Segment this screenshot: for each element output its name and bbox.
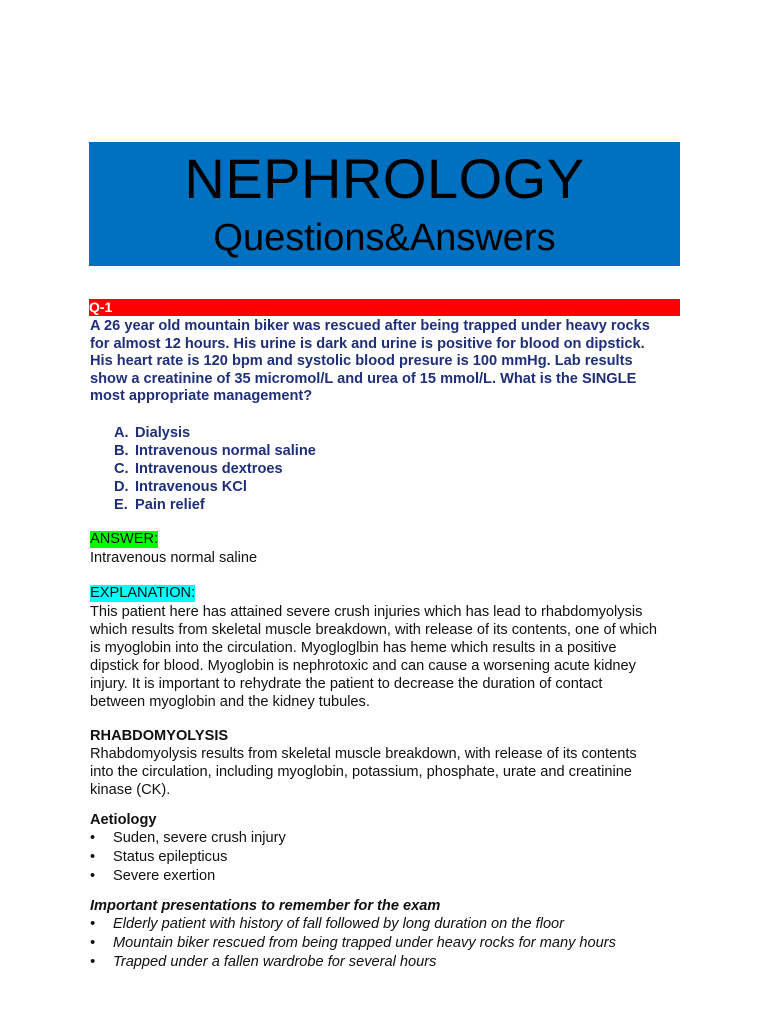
presentations-heading: Important presentations to remember for the exam xyxy=(90,898,441,914)
list-item-text: Suden, severe crush injury xyxy=(113,830,286,846)
question-line: show a creatinine of 35 micromol/L and urea of 15 mmol/L. What is the SINGLE xyxy=(90,370,637,387)
explanation-line: which results from skeletal muscle breakdown, with release of its contents, one of which xyxy=(90,622,657,638)
explanation-line: injury. It is important to rehydrate the patient to decrease the duration of contact xyxy=(90,676,603,692)
option-c xyxy=(114,460,316,478)
option-d xyxy=(114,478,316,496)
list-item-text: Severe exertion xyxy=(113,868,216,884)
list-item xyxy=(90,915,616,934)
document-subtitle: Questions&Answers xyxy=(213,217,556,259)
answer-options xyxy=(114,424,316,514)
rhabdomyolysis-heading: RHABDOMYOLYSIS xyxy=(90,728,229,744)
presentations-list xyxy=(90,915,616,972)
bullet-icon: • xyxy=(90,849,96,865)
explanation-line: is myoglobin into the circulation. Myogloglbin has heme which results in a positive xyxy=(90,640,617,656)
aetiology-heading: Aetiology xyxy=(90,812,157,828)
question-line: A 26 year old mountain biker was rescued after being trapped under heavy rocks xyxy=(90,318,650,334)
question-line: His heart rate is 120 bpm and systolic blood presure is 100 mmHg. Lab results xyxy=(90,353,633,369)
list-item xyxy=(90,867,286,886)
list-item xyxy=(90,953,616,972)
question-line: most appropriate management? xyxy=(90,388,313,404)
question-stem xyxy=(90,318,690,406)
document-title: NEPHROLOGY xyxy=(184,147,585,210)
rhabdomyolysis-text xyxy=(90,745,690,799)
explanation-line: between myoglobin and the kidney tubules. xyxy=(90,694,370,710)
option-key: D. xyxy=(114,479,129,495)
rhabdomyolysis-line: Rhabdomyolysis results from skeletal muscle breakdown, with release of its contents xyxy=(90,746,637,762)
aetiology-list xyxy=(90,829,286,886)
list-item-text: Trapped under a fallen wardrobe for several hours xyxy=(113,954,437,970)
list-item-text: Elderly patient with history of fall followed by long duration on the floor xyxy=(113,916,565,932)
option-a xyxy=(114,424,316,442)
option-b xyxy=(114,442,316,460)
answer-label: ANSWER: xyxy=(90,531,159,547)
bullet-icon: • xyxy=(90,935,96,951)
bullet-icon: • xyxy=(90,830,96,846)
bullet-icon: • xyxy=(90,954,96,970)
explanation-text xyxy=(90,603,700,711)
option-text: Intravenous dextroes xyxy=(135,461,283,477)
option-e xyxy=(114,496,316,514)
list-item-text: Status epilepticus xyxy=(113,849,228,865)
explanation-label: EXPLANATION: xyxy=(90,585,196,601)
title-banner xyxy=(89,142,680,266)
rhabdomyolysis-line: kinase (CK). xyxy=(90,782,171,798)
explanation-line: dipstick for blood. Myoglobin is nephrotoxic and can cause a worsening acute kidney xyxy=(90,658,636,674)
option-text: Pain relief xyxy=(135,497,205,513)
bullet-icon: • xyxy=(90,868,96,884)
list-item xyxy=(90,829,286,848)
option-key: B. xyxy=(114,443,129,459)
rhabdomyolysis-line: into the circulation, including myoglobin, potassium, phosphate, urate and creatinine xyxy=(90,764,632,780)
option-key: E. xyxy=(114,497,128,513)
list-item-text: Mountain biker rescued from being trapped under heavy rocks for many hours xyxy=(113,935,616,951)
option-key: A. xyxy=(114,425,129,441)
list-item xyxy=(90,848,286,867)
bullet-icon: • xyxy=(90,916,96,932)
answer-text: Intravenous normal saline xyxy=(90,550,258,566)
list-item xyxy=(90,934,616,953)
option-key: C. xyxy=(114,461,129,477)
explanation-line: This patient here has attained severe crush injuries which has lead to rhabdomyolysis xyxy=(90,604,643,620)
option-text: Intravenous normal saline xyxy=(135,443,316,459)
question-label-bar: Q-1 xyxy=(89,299,680,316)
option-text: Dialysis xyxy=(135,425,191,441)
question-line: for almost 12 hours. His urine is dark and urine is positive for blood on dipstick. xyxy=(90,335,645,352)
option-text: Intravenous KCl xyxy=(135,479,247,495)
